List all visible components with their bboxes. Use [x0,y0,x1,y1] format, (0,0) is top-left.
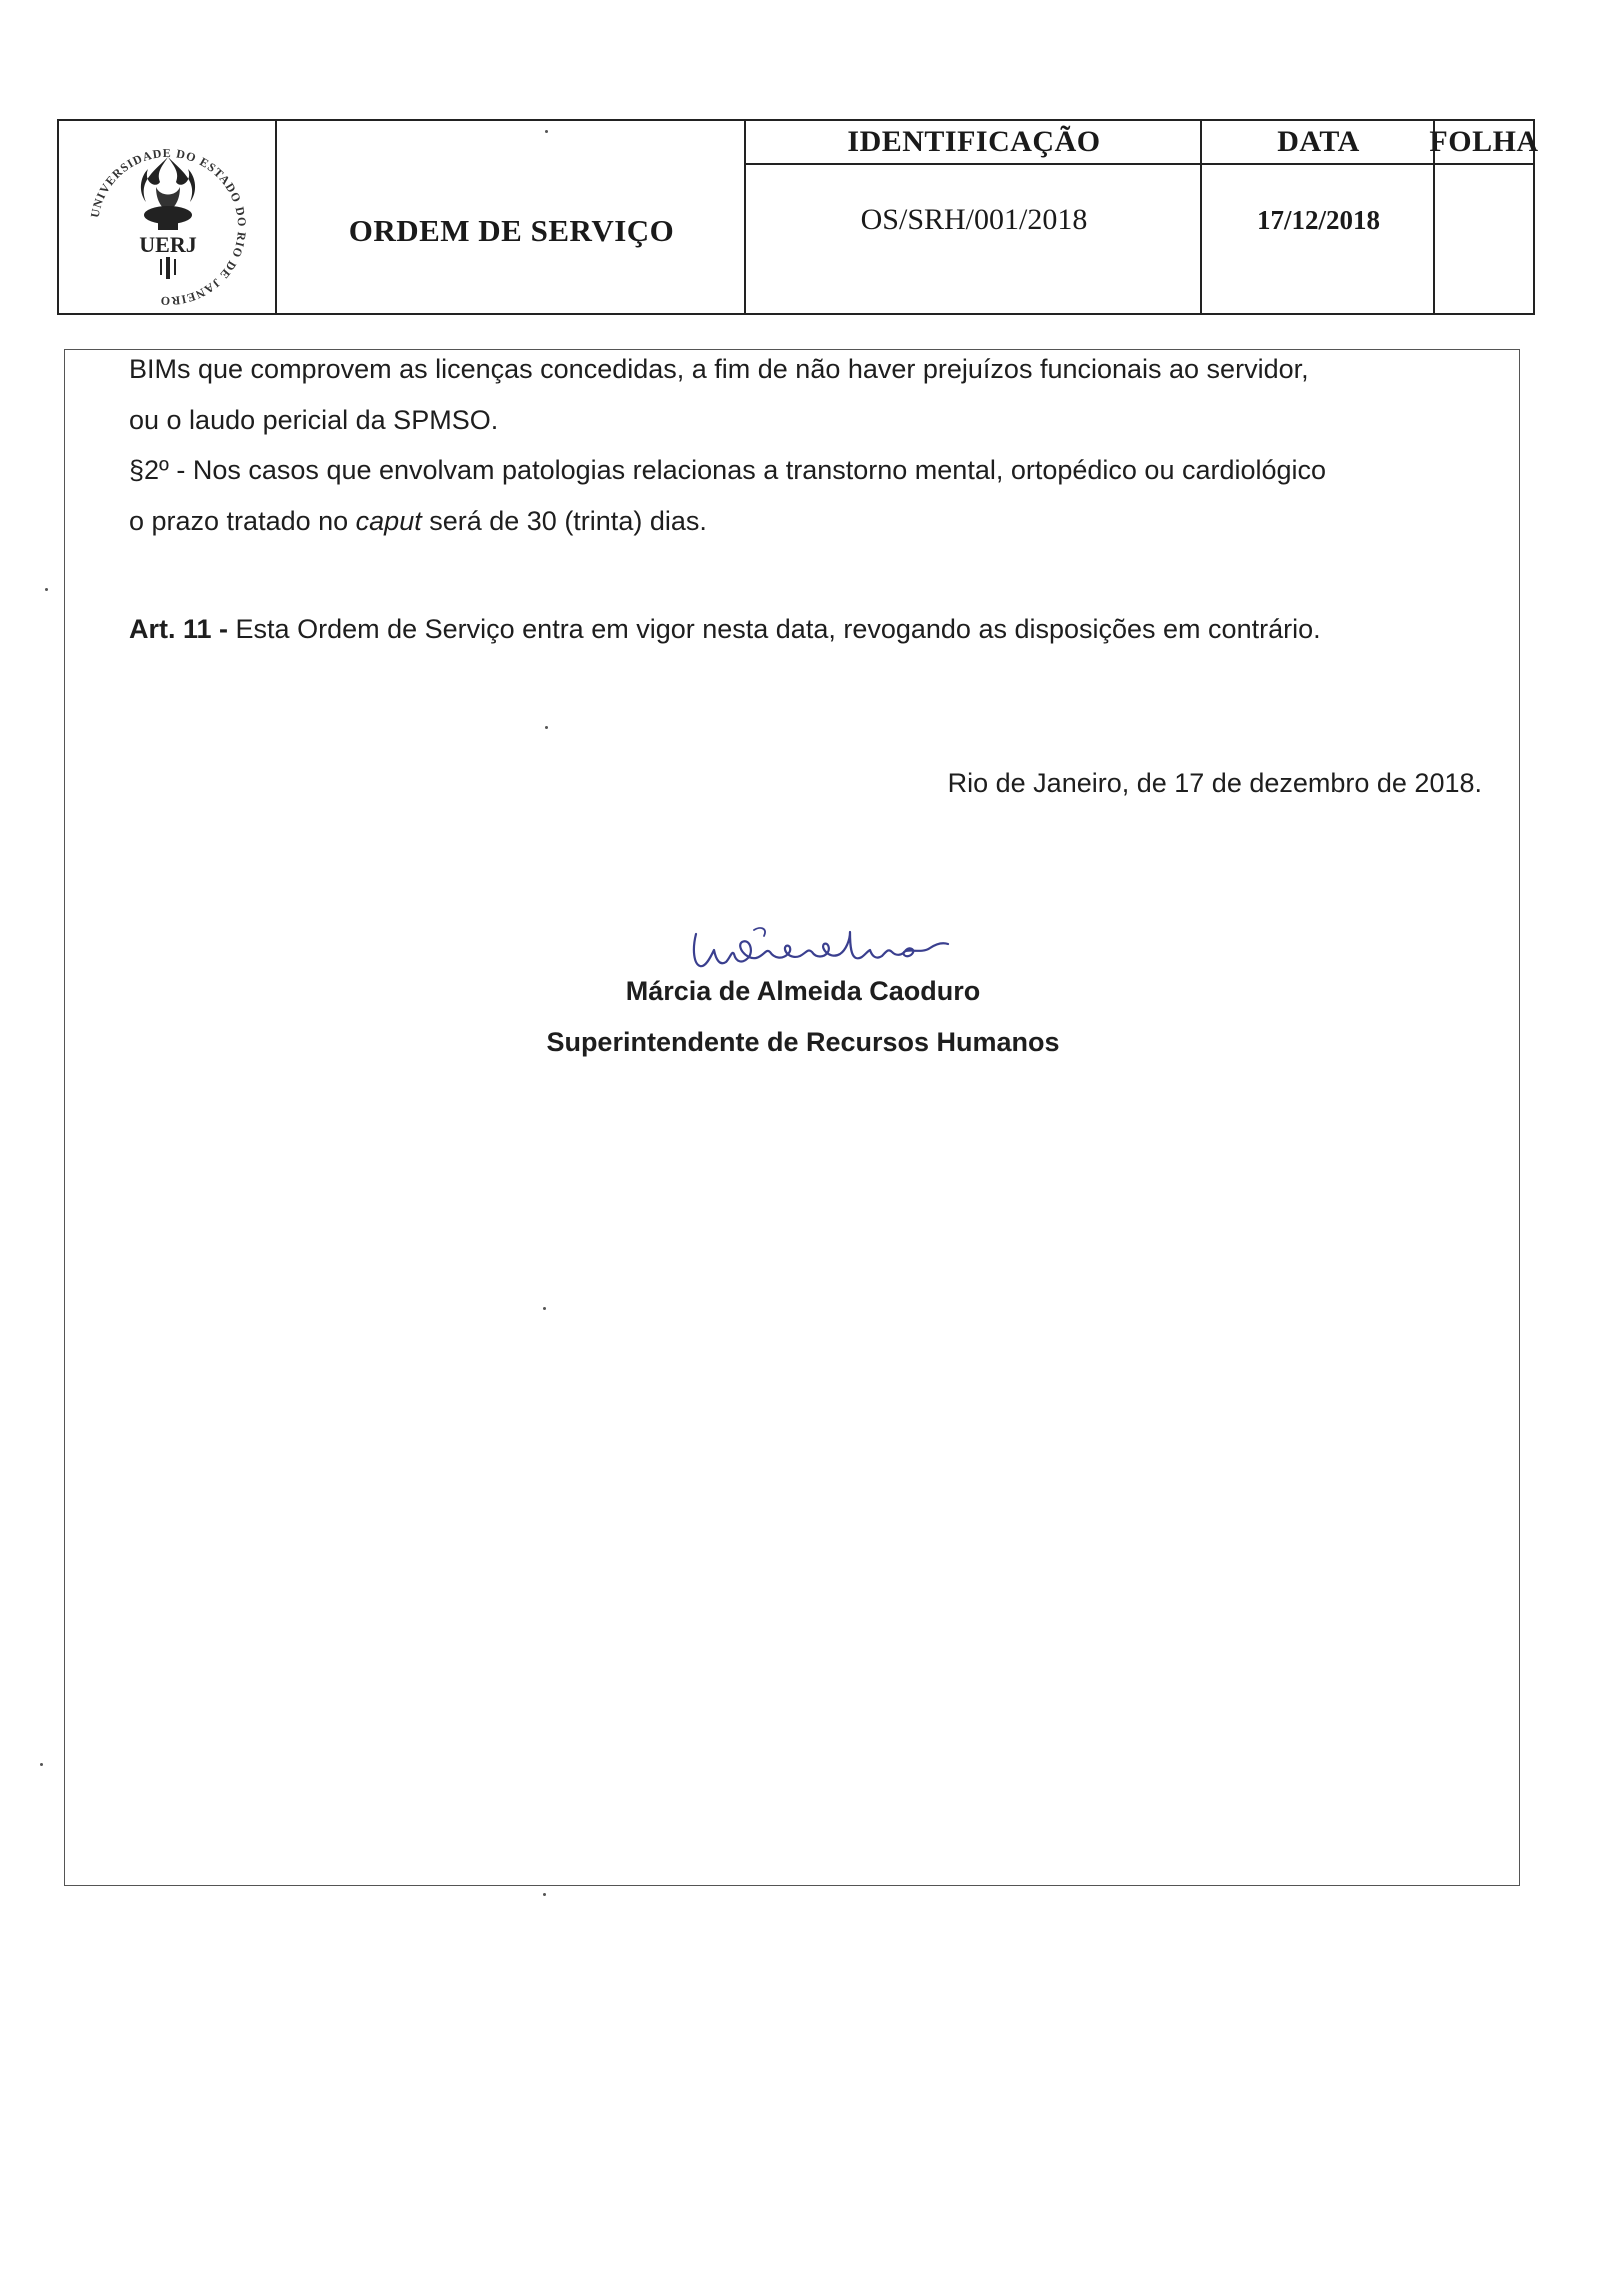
uerj-logo [59,121,277,313]
place-date: Rio de Janeiro, de 17 de dezembro de 2018. [947,768,1482,798]
identificacao-value: OS/SRH/001/2018 [860,203,1088,236]
body-line-1: BIMs que comprovem as licenças concedidas, a fim de não haver prejuízos funcionais ao servidor, [129,354,1309,384]
body-line-4-italic: caput [355,506,422,536]
scan-speck [545,130,548,133]
data-value: 17/12/2018 [1256,204,1380,235]
scan-speck [545,726,548,729]
signer-name: Márcia de Almeida Caoduro [625,976,981,1006]
scan-speck [543,1307,546,1310]
svg-text:UERJ: UERJ [139,232,197,257]
article-11 [129,612,1321,646]
scan-speck [45,588,48,591]
folha-label: FOLHA [1429,125,1539,158]
content-frame [64,349,1520,1886]
article-11-text: Esta Ordem de Serviço entra em vigor nesta data, revogando as disposições em contrário. [228,614,1321,644]
body-line-4 [129,504,707,538]
scan-speck [40,1763,43,1766]
uerj-seal-icon [68,127,268,307]
document-type-title: ORDEM DE SERVIÇO [348,213,675,248]
handwritten-signature [690,920,960,980]
body-line-4-post: será de 30 (trinta) dias. [421,506,707,536]
signer-title: Superintendente de Recursos Humanos [546,1027,1060,1057]
document-header [57,119,1539,315]
body-line-3: §2º - Nos casos que envolvam patologias relacionas a transtorno mental, ortopédico ou cardiológico [129,455,1327,485]
scan-speck [543,1893,546,1896]
svg-text:UNIVERSIDADE DO ESTADO DO RIO: UNIVERSIDADE DO ESTADO DO RIO DE JANEIRO [87,145,250,307]
body-line-4-pre: o prazo tratado no [129,506,356,536]
identificacao-label: IDENTIFICAÇÃO [847,125,1101,158]
body-line-2: ou o laudo pericial da SPMSO. [129,405,499,435]
data-label: DATA [1277,125,1360,158]
article-11-label: Art. 11 - [129,614,229,644]
